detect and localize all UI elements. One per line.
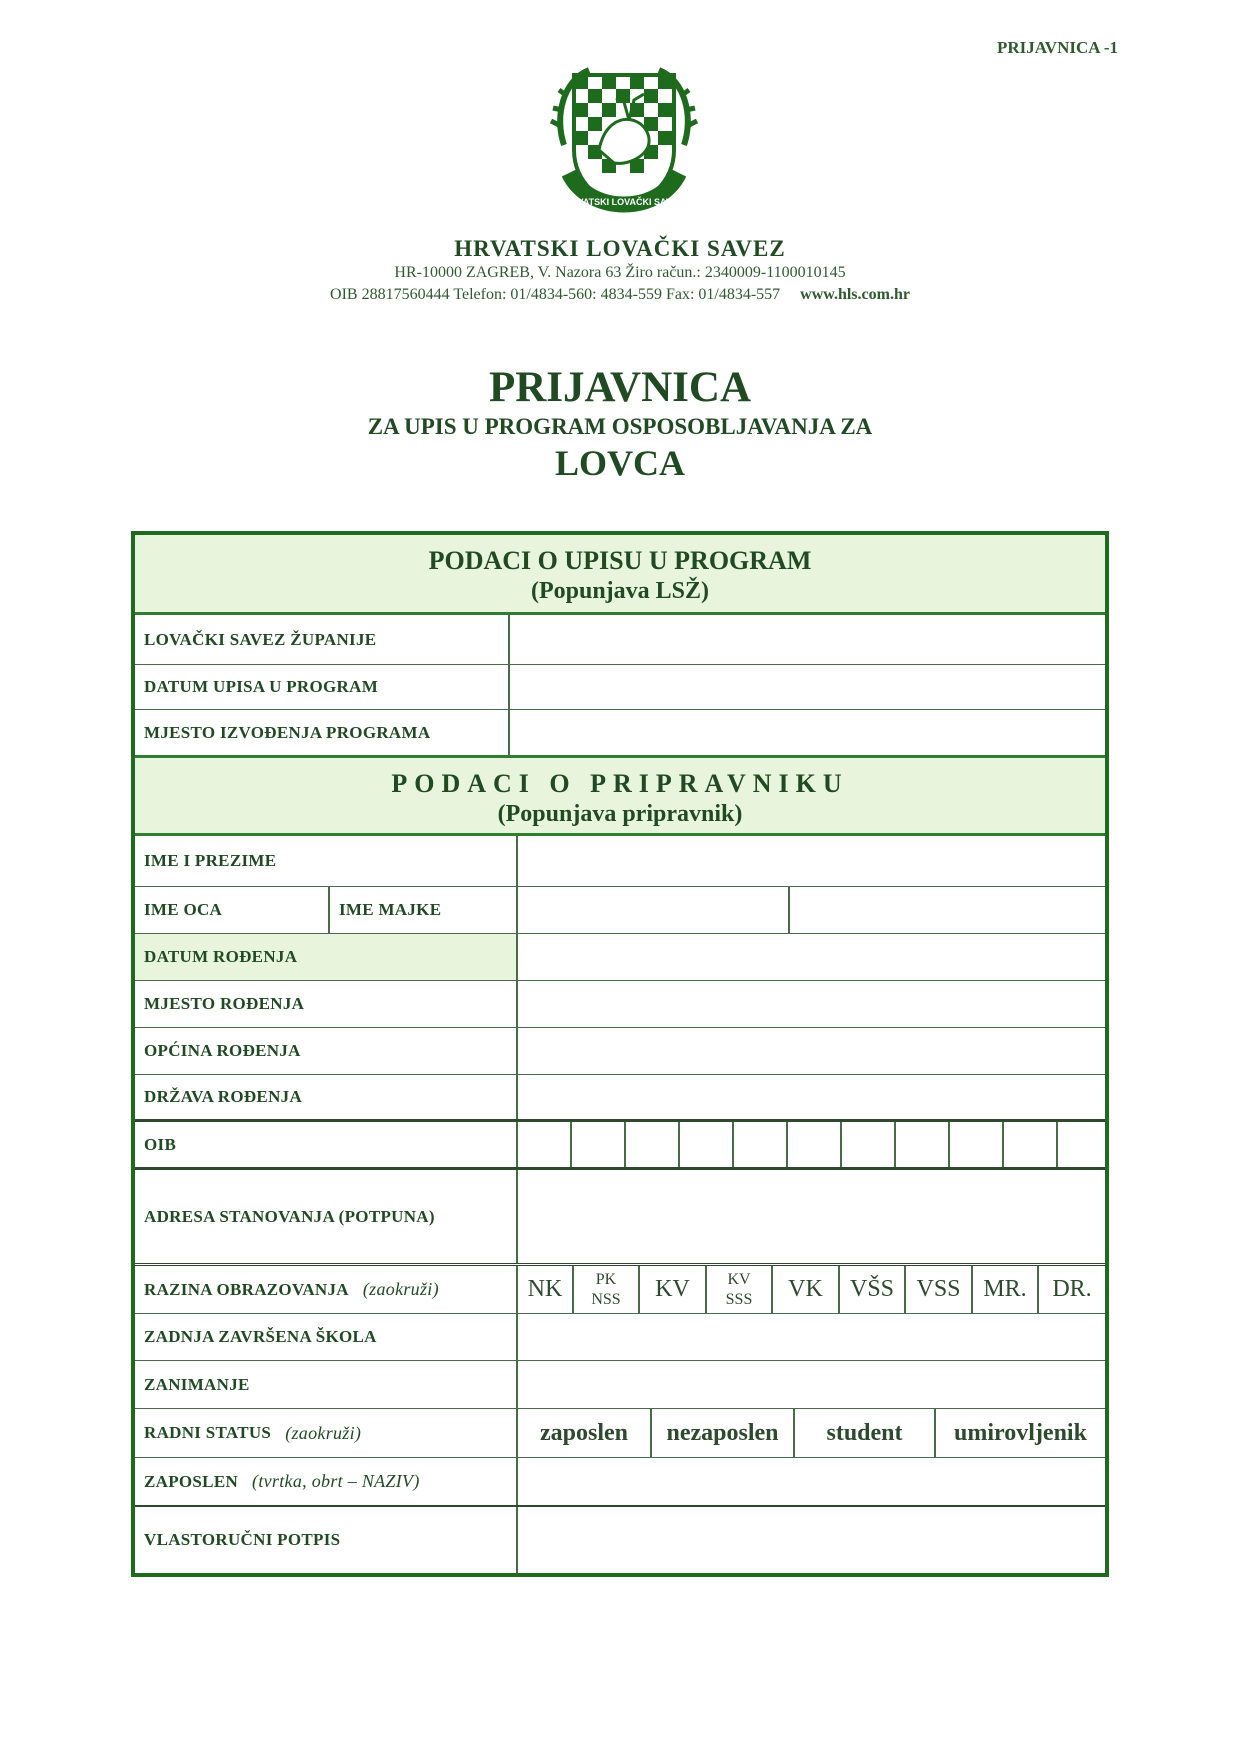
org-name: HRVATSKI LOVAČKI SAVEZ [454,236,786,261]
option-kv-sss[interactable] [705,1266,771,1313]
field-mjesto-rodjenja[interactable] [516,981,1105,1027]
option-zaposlen[interactable]: zaposlen [516,1409,650,1457]
label-drzava-rodjenja: DRŽAVA ROĐENJA [144,1087,303,1106]
application-form [131,531,1109,1577]
section-enrollment-title: PODACI O UPISU U PROGRAM [428,546,812,575]
option-student[interactable]: student [793,1409,934,1457]
row-opcina-rodjenja [135,1028,1105,1075]
option-nk[interactable]: NK [516,1266,572,1313]
oib-digit-field[interactable] [1056,1122,1105,1167]
org-address: HR-10000 ZAGREB, V. Nazora 63 Žiro račun.: 2340009-1100010145 [394,264,846,281]
label-radni-status-text: RADNI STATUS [144,1423,272,1442]
option-vss[interactable]: VSS [904,1266,971,1313]
oib-digit-field[interactable] [1002,1122,1056,1167]
option-umirovljenik[interactable]: umirovljenik [934,1409,1105,1457]
option-nss-label: NSS [591,1290,621,1308]
document-code: PRIJAVNICA -1 [996,38,1118,57]
field-potpis[interactable] [516,1507,1105,1573]
row-mjesto-rodjenja [135,981,1105,1028]
section-enrollment-note: (Popunjava LSŽ) [530,578,710,604]
field-datum-upisa[interactable] [508,665,1105,709]
org-website-link[interactable]: www.hls.com.hr [800,286,910,303]
row-oib [135,1122,1105,1170]
option-dr[interactable]: DR. [1037,1266,1105,1313]
label-opcina-rodjenja: OPĆINA ROĐENJA [144,1041,301,1060]
oib-digit-field[interactable] [678,1122,732,1167]
oib-digit-field[interactable] [570,1122,624,1167]
hls-logo-emblem [544,55,704,220]
option-kv[interactable]: KV [638,1266,705,1313]
label-mjesto-izvodjenja: MJESTO IZVOĐENJA PROGRAMA [144,722,431,742]
row-datum-rodjenja [135,934,1105,981]
label-radni-status-note: (zaokruži) [285,1422,362,1443]
org-contact-details: OIB 28817560444 Telefon: 01/4834-560: 4834-559 Fax: 01/4834-557 [330,286,781,303]
field-ime-oca[interactable] [516,887,788,933]
field-ime-majke[interactable] [788,887,1105,933]
row-razina-obrazovanja [135,1266,1105,1314]
field-lovacki-savez[interactable] [508,615,1105,664]
field-mjesto-izvodjenja[interactable] [508,710,1105,755]
oib-digit-field[interactable] [624,1122,678,1167]
label-adresa: ADRESA STANOVANJA (POTPUNA) [144,1206,435,1226]
oib-digit-field[interactable] [786,1122,840,1167]
field-zanimanje[interactable] [516,1361,1105,1408]
label-ime-oca: IME OCA [144,900,223,919]
org-contact [0,286,1240,304]
label-razina-note: (zaokruži) [362,1279,439,1299]
option-pk-label: PK [595,1270,617,1288]
label-ime-majke: IME MAJKE [328,887,516,933]
row-adresa [135,1170,1105,1266]
form-title: PRIJAVNICA [488,364,751,411]
option-mr[interactable]: MR. [971,1266,1037,1313]
row-ime-prezime [135,836,1105,887]
row-potpis [135,1507,1105,1573]
field-opcina-rodjenja[interactable] [516,1028,1105,1074]
label-datum-upisa: DATUM UPISA U PROGRAM [144,677,379,696]
oib-digit-field[interactable] [516,1122,570,1167]
field-zaposlen[interactable] [516,1458,1105,1505]
svg-text:HRVATSKI LOVAČKI SAVEZ: HRVATSKI LOVAČKI SAVEZ [564,197,684,207]
option-pk-nss[interactable] [572,1266,638,1313]
label-zadnja-skola: ZADNJA ZAVRŠENA ŠKOLA [144,1327,377,1346]
oib-digit-field[interactable] [732,1122,786,1167]
label-ime-prezime: IME I PREZIME [144,851,277,870]
option-kv2-label: KV [727,1270,751,1288]
label-zanimanje: ZANIMANJE [144,1374,250,1394]
option-nezaposlen[interactable]: nezaposlen [650,1409,793,1457]
label-oib: OIB [144,1134,177,1154]
label-razina-text: RAZINA OBRAZOVANJA [144,1279,349,1299]
row-lovacki-savez [135,615,1105,665]
oib-digit-field[interactable] [894,1122,948,1167]
form-subtitle: ZA UPIS U PROGRAM OSPOSOBLJAVANJA ZA [367,414,873,439]
oib-digit-field[interactable] [948,1122,1002,1167]
row-zanimanje [135,1361,1105,1409]
form-target: LOVCA [554,443,685,483]
row-radni-status [135,1409,1105,1458]
label-zaposlen-note: (tvrtka, obrt – NAZIV) [252,1471,420,1491]
label-radni-status [135,1409,516,1457]
label-razina-obrazovanja [135,1266,516,1313]
row-zadnja-skola [135,1314,1105,1361]
option-vss-lower[interactable]: VŠS [838,1266,904,1313]
row-mjesto-izvodjenja [135,710,1105,758]
section-enrollment-header [135,535,1105,615]
field-adresa[interactable] [516,1170,1105,1263]
label-zaposlen [135,1458,516,1505]
row-zaposlen [135,1458,1105,1507]
option-sss-label: SSS [725,1290,753,1308]
row-datum-upisa [135,665,1105,710]
section-trainee-header [135,758,1105,836]
label-potpis: VLASTORUČNI POTPIS [144,1530,341,1549]
section-trainee-title: PODACI O PRIPRAVNIKU [391,769,849,798]
field-ime-prezime[interactable] [516,836,1105,886]
label-lovacki-savez: LOVAČKI SAVEZ ŽUPANIJE [144,629,377,649]
option-vk[interactable]: VK [771,1266,838,1313]
row-drzava-rodjenja [135,1075,1105,1122]
field-drzava-rodjenja[interactable] [516,1075,1105,1119]
field-zadnja-skola[interactable] [516,1314,1105,1360]
label-zaposlen-text: ZAPOSLEN [144,1471,239,1491]
oib-digit-field[interactable] [840,1122,894,1167]
row-roditelji [135,887,1105,934]
label-mjesto-rodjenja: MJESTO ROĐENJA [144,994,305,1013]
label-datum-rodjenja: DATUM ROĐENJA [135,934,516,980]
field-datum-rodjenja[interactable] [516,934,1105,980]
section-trainee-note: (Popunjava pripravnik) [497,801,743,827]
